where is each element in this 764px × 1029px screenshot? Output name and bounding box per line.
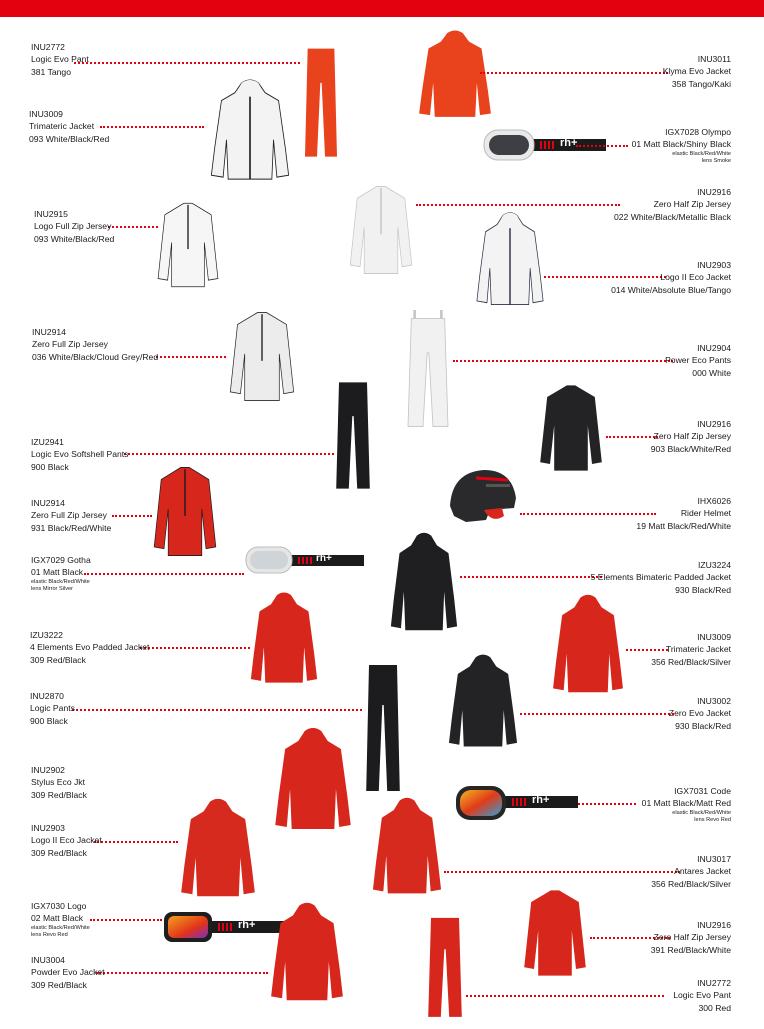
- product-name: Antares Jacket: [674, 866, 731, 877]
- product-name: Logic Evo Pant: [31, 54, 89, 65]
- powder-jacket-red-icon: [268, 900, 346, 1006]
- product-label: [34, 208, 114, 245]
- product-code: INU2904: [697, 343, 731, 353]
- stylus-jacket-red-black-icon: [272, 725, 354, 835]
- product-lens: lens Revo Red: [31, 932, 68, 939]
- product-code: IGX7028 Olympo: [665, 127, 731, 137]
- product-color: 931 Black/Red/White: [31, 522, 112, 533]
- product-name: Rider Helmet: [680, 508, 731, 519]
- leader-line: [576, 145, 628, 147]
- product-color: 014 White/Absolute Blue/Tango: [611, 284, 731, 295]
- logo-jacket-white-navy-icon: [474, 210, 546, 310]
- product-color: 930 Black/Red: [675, 584, 731, 595]
- product-code: IGX7029 Gotha: [31, 555, 91, 565]
- product-name: 01 Matt Black: [31, 567, 84, 578]
- product-label: [614, 186, 731, 223]
- leader-line: [460, 576, 602, 578]
- product-label: [663, 53, 731, 90]
- product-elastic: elastic Black/Red/White: [31, 924, 90, 931]
- product-label: [31, 764, 87, 801]
- product-code: IGX7031 Code: [674, 786, 731, 796]
- product-name: Logo II Eco Jacket: [660, 272, 731, 283]
- product-label: [642, 785, 731, 825]
- leader-line: [578, 803, 636, 805]
- leader-line: [100, 126, 204, 128]
- product-name: Logo II Eco Jacket: [31, 835, 102, 846]
- product-code: INU2914: [31, 498, 65, 508]
- product-code: INU2903: [31, 823, 65, 833]
- logo-jacket-red-black-icon: [178, 796, 258, 902]
- product-name: Zero Full Zip Jersey: [32, 339, 108, 350]
- product-label: [30, 690, 75, 727]
- product-color: 036 White/Black/Cloud Grey/Red: [32, 351, 159, 362]
- top-red-bar: [0, 0, 764, 17]
- product-label: [651, 919, 731, 956]
- leader-line: [74, 62, 300, 64]
- product-name: Powder Evo Jacket: [31, 967, 105, 978]
- product-label: [32, 326, 158, 363]
- product-label: [31, 41, 89, 78]
- product-code: INU2916: [697, 187, 731, 197]
- product-name: Zero Half Zip Jersey: [653, 199, 731, 210]
- goggle-revo-red-icon: [162, 910, 284, 944]
- product-code: INU2902: [31, 765, 65, 775]
- product-label: [651, 631, 731, 668]
- product-name: 01 Matt Black/Shiny Black: [631, 139, 731, 150]
- product-elastic: elastic Black/Red/White: [31, 578, 90, 585]
- product-label: [31, 900, 90, 940]
- product-code: IHX6026: [697, 496, 731, 506]
- leader-line: [140, 647, 250, 649]
- product-color: 900 Black: [30, 715, 68, 726]
- product-label: [636, 495, 731, 532]
- product-code: INU3017: [697, 854, 731, 864]
- bimateric-jacket-black-red-icon: [388, 530, 460, 636]
- product-code: IGX7030 Logo: [31, 901, 87, 911]
- product-label: [651, 853, 731, 890]
- rh-logo-text: rh+: [316, 553, 332, 564]
- product-label: [591, 559, 731, 596]
- product-color: 356 Red/Black/Silver: [651, 878, 731, 889]
- product-name: 4 Elements Evo Padded Jacket: [30, 642, 150, 653]
- product-code: INU2915: [34, 209, 68, 219]
- leader-line: [444, 871, 680, 873]
- product-code: INU3002: [697, 696, 731, 706]
- leader-line: [466, 995, 664, 997]
- product-color: 000 White: [692, 367, 731, 378]
- product-name: Logo Full Zip Jersey: [34, 221, 112, 232]
- product-name: Trimateric Jacket: [665, 644, 731, 655]
- product-label: [673, 977, 731, 1014]
- rh-logo-text: rh+: [238, 919, 256, 931]
- rh-logo-text: rh+: [532, 794, 550, 806]
- product-name: Trimateric Jacket: [29, 121, 95, 132]
- product-name: Zero Full Zip Jersey: [31, 510, 107, 521]
- product-label: [31, 436, 128, 473]
- leader-line: [520, 713, 674, 715]
- padded-jacket-red-black-icon: [248, 590, 320, 688]
- product-color: 300 Red: [698, 1002, 731, 1013]
- half-zip-jersey-black-icon: [536, 382, 606, 474]
- product-code: INU3009: [697, 632, 731, 642]
- product-code: INU2916: [697, 419, 731, 429]
- leader-line: [480, 72, 668, 74]
- product-code: INU3011: [697, 54, 731, 64]
- product-code: IZU3222: [30, 630, 63, 640]
- product-lens: lens Mirror Silver: [31, 586, 73, 593]
- klyma-jacket-tango-icon: [416, 28, 494, 122]
- zero-evo-jacket-black-red-icon: [446, 652, 520, 752]
- trimateric-jacket-red-black-icon: [550, 592, 626, 698]
- product-code: INU2870: [30, 691, 64, 701]
- product-label: [651, 418, 731, 455]
- half-zip-jersey-red-icon: [520, 887, 590, 979]
- product-label: [611, 259, 731, 296]
- product-color: 093 White/Black/Red: [34, 233, 115, 244]
- product-label: [669, 695, 731, 732]
- product-code: INU2772: [697, 978, 731, 988]
- product-color: 381 Tango: [31, 66, 71, 77]
- jersey-white-grey-icon: [226, 309, 298, 404]
- product-name: Logic Pants: [30, 703, 75, 714]
- product-color: 19 Matt Black/Red/White: [636, 520, 731, 531]
- product-name: 01 Matt Black/Matt Red: [641, 798, 731, 809]
- goggle-code-icon: [454, 784, 578, 822]
- pants-black-icon: [362, 655, 404, 795]
- product-name: Logic Evo Softshell Pants: [31, 449, 129, 460]
- product-name: Zero Half Zip Jersey: [653, 932, 731, 943]
- product-label: [29, 108, 109, 145]
- jersey-black-red-white-icon: [150, 464, 220, 559]
- product-name: 5 Elements Bimateric Padded Jacket: [590, 572, 731, 583]
- leader-line: [124, 453, 334, 455]
- leader-line: [96, 972, 268, 974]
- antares-jacket-red-icon: [370, 795, 444, 899]
- helmet-icon: [446, 466, 518, 528]
- leader-line: [156, 356, 226, 358]
- product-name: Zero Evo Jacket: [668, 708, 731, 719]
- leader-line: [453, 360, 673, 362]
- pants-red-icon: [424, 910, 466, 1020]
- product-color: 356 Red/Black/Silver: [651, 656, 731, 667]
- goggle-silver-icon: [244, 545, 364, 575]
- product-elastic: elastic Black/Red/White: [672, 150, 731, 157]
- product-lens: lens Smoke: [701, 158, 731, 165]
- pants-white-icon: [403, 310, 453, 430]
- product-code: INU2914: [32, 327, 66, 337]
- product-color: 309 Red/Black: [31, 789, 87, 800]
- leader-line: [90, 919, 162, 921]
- product-elastic: elastic Black/Red/White: [672, 809, 731, 816]
- leader-line: [416, 204, 620, 206]
- product-color: 903 Black/White/Red: [650, 443, 731, 454]
- product-label: [31, 497, 111, 534]
- jacket-white-black-icon: [208, 77, 292, 185]
- product-color: 309 Red/Black: [31, 979, 87, 990]
- leader-line: [94, 841, 178, 843]
- product-color: 358 Tango/Kaki: [671, 78, 731, 89]
- product-color: 309 Red/Black: [31, 847, 87, 858]
- leader-line: [108, 226, 158, 228]
- product-name: Klyma Evo Jacket: [662, 66, 731, 77]
- product-code: IZU2941: [31, 437, 64, 447]
- leader-line: [84, 573, 244, 575]
- product-name: Power Eco Pants: [665, 355, 731, 366]
- product-label: [632, 126, 731, 166]
- product-name: Stylus Eco Jkt: [31, 777, 85, 788]
- product-color: 391 Red/Black/White: [650, 944, 731, 955]
- product-code: INU2772: [31, 42, 65, 52]
- jersey-white-black-icon: [154, 200, 222, 290]
- product-code: INU2903: [697, 260, 731, 270]
- product-name: Logic Evo Pant: [673, 990, 731, 1001]
- product-label: [30, 629, 149, 666]
- product-color: 900 Black: [31, 461, 69, 472]
- product-label: [31, 822, 102, 859]
- product-lens: lens Revo Red: [694, 817, 731, 824]
- leader-line: [112, 515, 152, 517]
- product-code: INU2916: [697, 920, 731, 930]
- product-name: 02 Matt Black: [31, 913, 84, 924]
- product-code: INU3004: [31, 955, 65, 965]
- product-code: INU3009: [29, 109, 63, 119]
- product-name: Zero Half Zip Jersey: [653, 431, 731, 442]
- half-zip-jersey-white-icon: [346, 183, 416, 277]
- leader-line: [72, 709, 362, 711]
- product-label: [31, 554, 91, 594]
- product-color: 930 Black/Red: [675, 720, 731, 731]
- product-label: [665, 342, 731, 379]
- product-color: 093 White/Black/Red: [29, 133, 110, 144]
- rh-logo-text: rh+: [560, 137, 578, 149]
- pants-tango-icon: [301, 40, 341, 160]
- pants-black-softshell-icon: [332, 374, 374, 492]
- product-label: [31, 954, 105, 991]
- product-color: 309 Red/Black: [30, 654, 86, 665]
- product-code: IZU3224: [698, 560, 731, 570]
- product-color: 022 White/Black/Metallic Black: [613, 211, 731, 222]
